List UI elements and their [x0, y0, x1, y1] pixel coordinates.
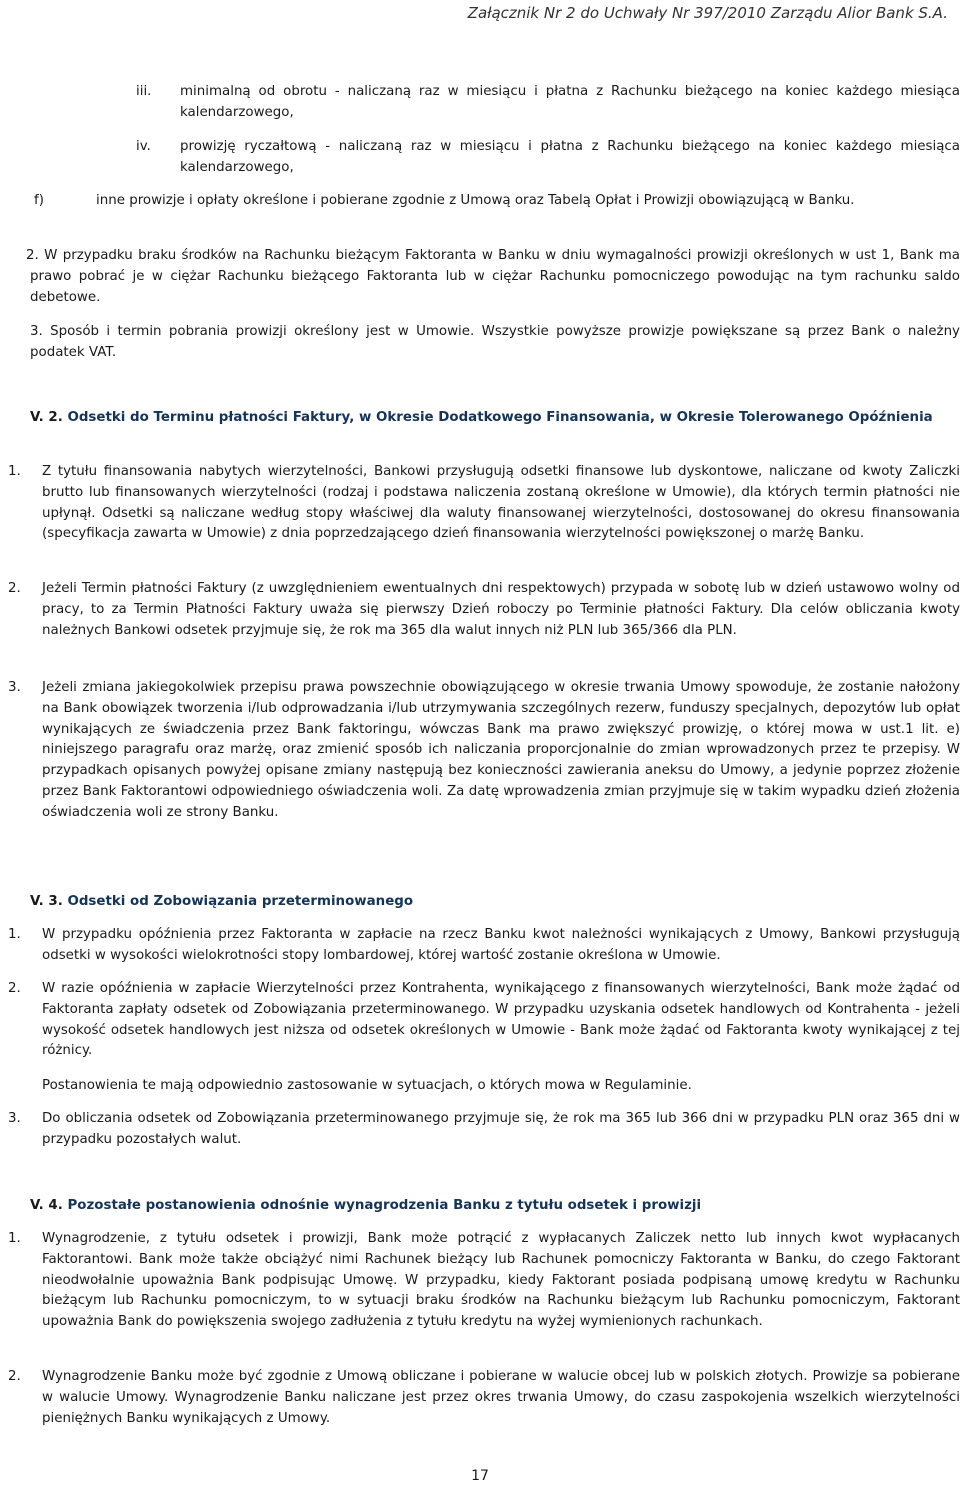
- list-item-text: Jeżeli Termin płatności Faktury (z uwzględnieniem ewentualnych dni respektowych) przypada w sobotę lub w dzień ustawowo wolny od pracy, to za Termin Płatności Faktury uważa się pierwszy Dzień roboczy po Terminie płatności Faktury. Dla celów obliczania kwoty należnych Bankowi odsetek przyjmuje się, że rok ma 365 dla walut innych niż PLN lub 365/366 dla PLN.: [42, 581, 960, 638]
- list-item-label: 1.: [8, 464, 21, 479]
- list-item-text: prowizję ryczałtową - naliczaną raz w miesiącu i płatna z Rachunku bieżącego na koniec każdego miesiąca kalendarzowego,: [180, 139, 960, 175]
- document-header: Załącznik Nr 2 do Uchwały Nr 397/2010 Zarządu Alior Bank S.A.: [467, 4, 948, 22]
- section-title: Odsetki do Terminu płatności Faktury, w Okresie Dodatkowego Finansowania, w Okresie Tolerowanego Opóźnienia: [67, 410, 933, 425]
- section-heading-v4: [30, 1196, 960, 1217]
- list-item-label: 2.: [8, 1369, 21, 1384]
- list-item-text: W przypadku opóźnienia przez Faktoranta w zapłacie na rzecz Banku kwot należności wynikających z Umowy, Bankowi przysługują odsetki w wysokości wielokrotności stopy lombardowej, której wartość zostanie określona w Umowie.: [42, 927, 960, 963]
- section-heading-v2: [30, 408, 960, 429]
- paragraph-2: 2. W przypadku braku środków na Rachunku bieżącym Faktoranta w Banku w dniu wymagalności prowizji określonych w ust 1, Bank ma prawo pobrać je w ciężar Rachunku bieżącego Faktoranta lub w ciężar Rachunku pomocniczego powodując na tym rachunku saldo debetowe.: [26, 248, 960, 305]
- section-title: Pozostałe postanowienia odnośnie wynagrodzenia Banku z tytułu odsetek i prowizji: [67, 1198, 702, 1213]
- section-number: V. 4.: [30, 1198, 63, 1213]
- list-item-label: f): [34, 193, 44, 208]
- list-item-text: minimalną od obrotu - naliczaną raz w miesiącu i płatna z Rachunku bieżącego na koniec każdego miesiąca kalendarzowego,: [180, 84, 960, 120]
- paragraph-3: 3. Sposób i termin pobrania prowizji określony jest w Umowie. Wszystkie powyższe prowizje powiększane są przez Bank o należny podatek VAT.: [30, 324, 960, 360]
- section-number: V. 2.: [30, 410, 63, 425]
- list-item-text: Wynagrodzenie Banku może być zgodnie z Umową obliczane i pobierane w walucie obcej lub w polskich złotych. Prowizje sa pobierane w walucie Umowy. Wynagrodzenie Banku naliczane jest przez okres trwania Umowy, do czasu zaspokojenia wszelkich wierzytelności pieniężnych Banku wynikających z Umowy.: [42, 1369, 960, 1426]
- list-item-label: 1.: [8, 1231, 21, 1246]
- list-item-label: 3.: [8, 1111, 21, 1126]
- list-item-label: 3.: [8, 680, 21, 695]
- list-item-text: Postanowienia te mają odpowiednio zastosowanie w sytuacjach, o których mowa w Regulaminie.: [42, 1078, 692, 1093]
- list-item-text: Wynagrodzenie, z tytułu odsetek i prowizji, Bank może potrącić z wypłacanych Zaliczek netto lub innych kwot wypłacanych Faktorantowi. Bank może także obciążyć nimi Rachunek bieżący lub Rachunek pomocniczy Faktoranta w Banku, do czego Faktorant nieodwołalnie upoważnia Bank podpisując Umowę. W przypadku, kiedy Faktorant posiada podpisaną umowę kredytu w Rachunku bieżącym lub Rachunku pomocniczym, to w sytuacji braku środków na Rachunku bieżącym lub Rachunku pomocniczym, Faktorant upoważnia Bank do powiększenia swojego zadłużenia z tytułu kredytu na wyżej wymienionych rachunkach.: [42, 1231, 960, 1330]
- page-number: 17: [471, 1468, 489, 1484]
- list-item-text: Do obliczania odsetek od Zobowiązania przeterminowanego przyjmuje się, że rok ma 365 lub 366 dni w przypadku PLN oraz 365 dni w przypadku pozostałych walut.: [42, 1111, 960, 1147]
- list-item-text: Z tytułu finansowania nabytych wierzytelności, Bankowi przysługują odsetki finansowe lub dyskontowe, naliczane od kwoty Zaliczki brutto lub finansowanych wierzytelności (rodzaj i podstawa naliczenia zostaną określone w Umowie), dla których termin płatności nie upłynął. Odsetki są naliczane według stopy właściwej dla waluty finansowanej wierzytelności, dostosowanej do okresu finansowania (specyfikacja zawarta w Umowie) z dnia poprzedzającego dzień finansowania wierzytelności powiększonej o marżę Banku.: [42, 464, 960, 542]
- list-item-label: 2.: [8, 981, 21, 996]
- section-heading-v3: [30, 892, 960, 913]
- section-title: Odsetki od Zobowiązania przeterminowanego: [67, 894, 414, 909]
- list-item-label: iv.: [136, 139, 151, 154]
- list-item-text: W razie opóźnienia w zapłacie Wierzytelności przez Kontrahenta, wynikającego z finansowanych wierzytelności, Bank może żądać od Faktoranta zapłaty odsetek od Zobowiązania przeterminowanego. W przypadku uzyskania odsetek handlowych od Kontrahenta - jeżeli wysokość odsetek handlowych jest niższa od odsetek określonych w Umowie - Bank może żądać od Faktoranta kwoty wynikającej z tej różnicy.: [42, 981, 960, 1059]
- section-number: V. 3.: [30, 894, 63, 909]
- list-item-label: 2.: [8, 581, 21, 596]
- list-item-text: Jeżeli zmiana jakiegokolwiek przepisu prawa powszechnie obowiązującego w okresie trwania Umowy spowoduje, że zostanie nałożony na Bank obowiązek tworzenia i/lub odprowadzania i/lub utrzymywania szczególnych rezerw, funduszy specjalnych, depozytów lub opłat wynikających ze świadczenia przez Bank faktoringu, wówczas Bank ma prawo zwiększyć prowizję, o której mowa w ust.1 lit. e) niniejszego paragrafu oraz marżę, oraz zmienić sposób ich naliczania proporcjonalnie do zmian wprowadzonych przez te przepisy. W przypadkach opisanych powyżej opisane zmiany następują bez konieczności zawierania aneksu do Umowy, a jedynie poprzez złożenie przez Bank Faktorantowi odpowiedniego oświadczenia woli. Za datę wprowadzenia zmian przyjmuje się w takim wypadku dzień złożenia oświadczenia woli ze strony Banku.: [42, 680, 960, 820]
- list-item-label: iii.: [136, 84, 152, 99]
- list-item-label: 1.: [8, 927, 21, 942]
- list-item-text: inne prowizje i opłaty określone i pobierane zgodnie z Umową oraz Tabelą Opłat i Prowizji obowiązującą w Banku.: [96, 193, 855, 208]
